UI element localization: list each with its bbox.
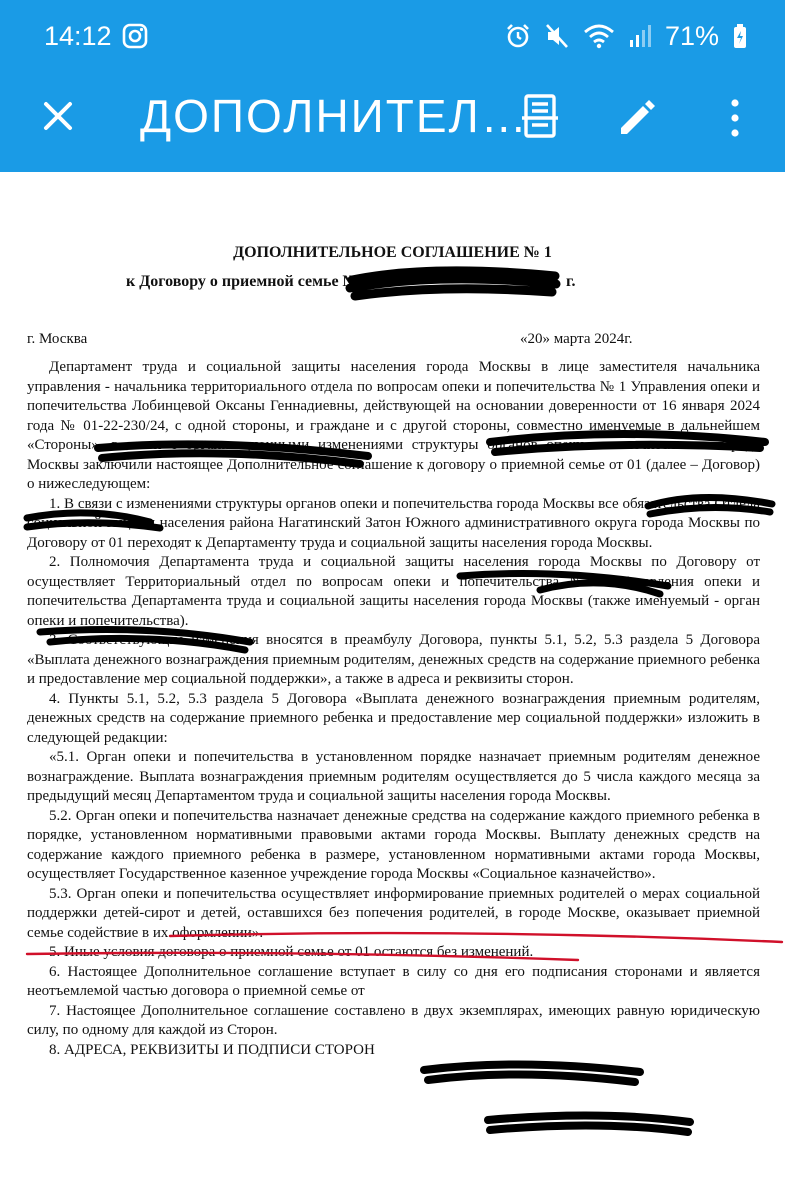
doc-paragraph: 7. Настоящее Дополнительное соглашение составлено в двух экземплярах, имеющих равную юридическую силу, по одному для каждой из Сторон. <box>27 1002 760 1038</box>
doc-section-heading: 8. АДРЕСА, РЕКВИЗИТЫ И ПОДПИСИ СТОРОН <box>49 1041 375 1058</box>
doc-heading: ДОПОЛНИТЕЛЬНОЕ СОГЛАШЕНИЕ № 1 <box>233 244 552 261</box>
document-page[interactable] <box>0 172 785 1200</box>
status-bar <box>0 0 785 60</box>
doc-paragraph: 2. Полномочия Департамента труда и социальной защиты населения города Москвы по Договору от осуществляет Территориальный отдел по вопросам опеки и попечительства № 1 Управления опеки и попечительства Департамента труда и социальной защиты населения города Москвы (также именуемый - орган опеки и попечительства). <box>27 554 760 629</box>
doc-paragraph: «5.1. Орган опеки и попечительства в установленном порядке назначает приемным родителям денежное вознаграждение. Выплата вознаграждения приемным родителям осуществляется до 5 числа каждого месяца за предыдущий месяц Департаментом труда и социальной защиты населения города Москвы. <box>27 749 760 804</box>
document-icon[interactable] <box>520 94 560 138</box>
more-icon[interactable] <box>726 96 744 140</box>
doc-paragraph: 5.3. Орган опеки и попечительства осуществляет информирование приемных родителей о мерах социальной поддержки детей-сирот и детей, оставшихся без попечения родителей, в городе Москве, оказывает приемной семье содействие в их оформлении». <box>27 885 760 941</box>
edit-icon[interactable] <box>615 96 659 140</box>
signal-icon <box>629 23 651 49</box>
status-time: 14:12 <box>44 21 112 51</box>
doc-paragraph: 5. Иные условия договора о приемной семье от 01 остаются без изменений. <box>49 944 534 960</box>
doc-subheading <box>126 273 576 291</box>
doc-paragraph: Департамент труда и социальной защиты населения города Москвы в лице заместителя начальника управления - начальника территориального отдела по вопросам опеки и попечительства № 1 Управления опеки и попечительства Лобинцевой Оксаны Геннадиевны, действующей на основании доверенности от 16 января 2024 года № 01-22-230/24, с одной стороны, и граждане и с другой стороны, совместно именуемые в дальнейшем «Стороны», в связи с организационными изменениями структуры органов опеки и попечительства города Москвы заключили настоящее Дополнительное соглашение к договору о приемной семье от 01 (далее – Договор) о нижеследующем: <box>27 359 760 492</box>
instagram-icon <box>122 23 148 49</box>
doc-paragraph: 1. В связи с изменениями структуры органов опеки и попечительства города Москвы все обязательства Отдела социальной защиты населения района Нагатинский Затон Южного административного округа города Москвы по Договору от 01 переходят к Департаменту труда и социальной защиты населения города Москвы. <box>27 495 760 551</box>
doc-paragraph: 3. Соответствующие изменения вносятся в преамбулу Договора, пункты 5.1, 5.2, 5.3 раздела 5 Договора «Выплата денежного вознаграждения приемным родителям, денежных средств на содержание приемного ребенка и предоставление мер социальной поддержки», а также в адреса и реквизиты сторон. <box>27 632 760 687</box>
doc-paragraph: 5.2. Орган опеки и попечительства назначает денежные средства на содержание каждого приемного ребенка в порядке, установленном нормативными правовыми актами города Москвы. Выплату денежных средств на содержание каждого приемного ребенка в размере, установленном нормативными актами города Москвы, осуществляет Государственное казенное учреждение города Москвы «Социальное казначейство». <box>27 807 760 882</box>
battery-level: 71% <box>664 21 719 51</box>
alarm-icon <box>505 23 531 49</box>
close-icon[interactable] <box>40 98 76 134</box>
status-icons <box>505 20 747 52</box>
mute-icon <box>545 23 569 49</box>
app-bar <box>0 60 785 172</box>
doc-city: г. Москва <box>27 331 88 347</box>
battery-icon <box>733 23 747 49</box>
doc-paragraph: 4. Пункты 5.1, 5.2, 5.3 раздела 5 Договора «Выплата денежного вознаграждения приемным родителям, денежных средств на содержание приемного ребенка и предоставление мер социальной поддержки» изложить в следующей редакции: <box>27 690 760 746</box>
doc-subheading-text: к Договору о приемной семье № <box>126 273 359 290</box>
doc-body <box>27 358 760 1060</box>
document-title: ДОПОЛНИТЕЛ… <box>140 90 529 142</box>
doc-subheading-suffix: г. <box>566 273 576 290</box>
wifi-icon <box>583 23 615 49</box>
doc-date: «20» марта 2024г. <box>520 331 633 347</box>
doc-paragraph: 6. Настоящее Дополнительное соглашение вступает в силу со дня его подписания сторонами и является неотъемлемой частью договора о приемной семье от <box>27 963 760 999</box>
